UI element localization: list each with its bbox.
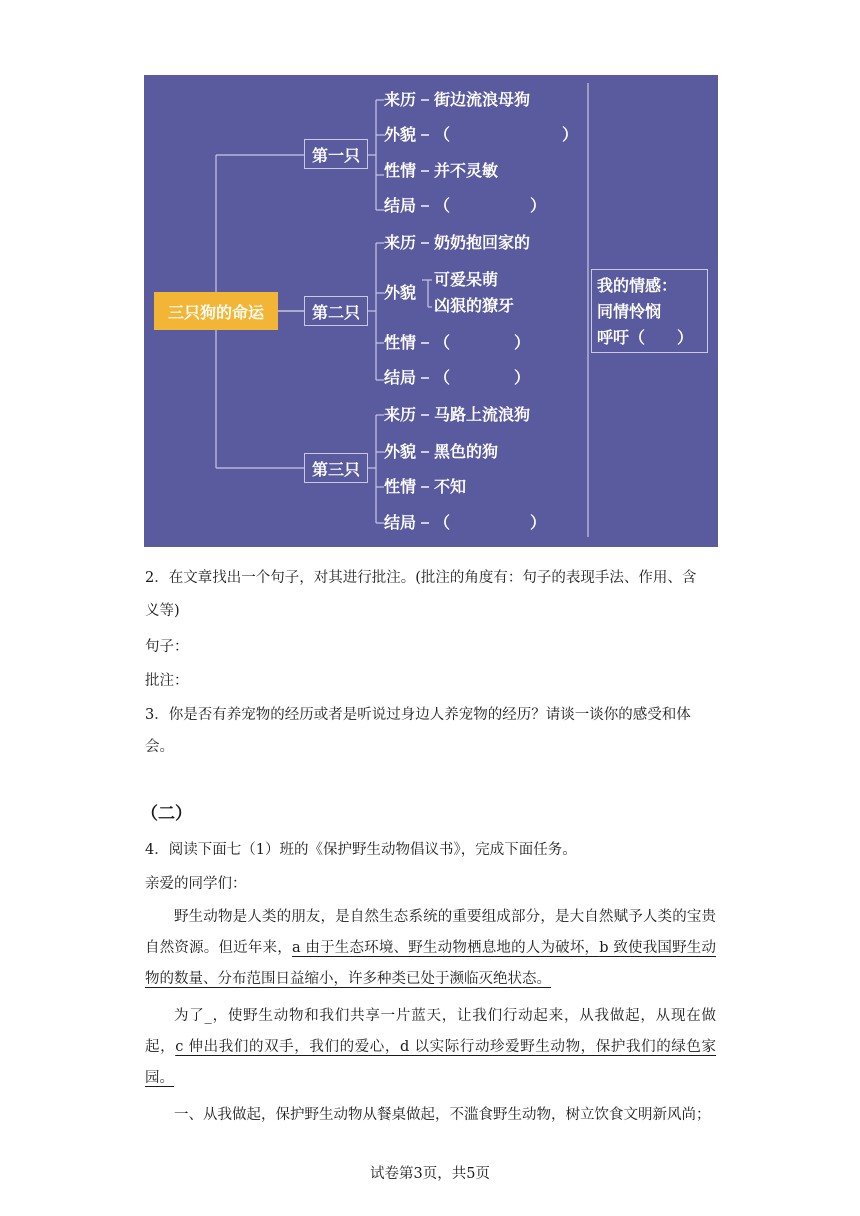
dog1-temper-value: 并不灵敏	[434, 161, 499, 180]
p1-plain: 野生动物是人类的朋友，是自然生态系统的重要组成部分，是大自然赋予人类的宝贵自然资源。但近年来，	[145, 909, 716, 956]
dog3-look-label: 外貌	[384, 442, 417, 461]
dog2-look-value-2: 凶狠的獠牙	[434, 296, 515, 315]
p1-sentence-a: a 由于生态环境、野生动物栖息地的人为破坏，	[291, 940, 600, 956]
feelings-line-2: 呼吁（ ）	[597, 328, 694, 347]
p2-plain: 为了_，使野生动物和我们共享一片蓝天，让我们行动起来，从我做起，从现在做起，	[145, 1008, 716, 1055]
dog2-origin-label: 来历	[384, 233, 417, 252]
paragraph-3: 一、从我做起，保护野生动物从餐桌做起，不滥食野生动物，树立饮食文明新风尚；	[174, 1107, 711, 1123]
feelings-box	[591, 269, 708, 353]
paragraph-1	[145, 902, 716, 995]
dog3-temper-value: 不知	[434, 477, 467, 496]
dog2-look-label: 外貌	[384, 283, 417, 302]
dog3-look-value: 黑色的狗	[434, 442, 499, 461]
feelings-title: 我的情感：	[597, 276, 678, 295]
dog3-ending-label: 结局	[384, 513, 417, 532]
dog1-look-label: 外貌	[384, 125, 417, 144]
dog3-temper-label: 性情	[384, 477, 417, 496]
paragraph-2	[145, 1001, 716, 1094]
page-footer: 试卷第3页，共5页	[370, 1166, 490, 1182]
q2-line-2: 义等)	[145, 603, 180, 619]
dog1-origin-label: 来历	[384, 90, 417, 109]
dog3-origin-label: 来历	[384, 405, 417, 424]
q2-sentence-label: 句子：	[145, 639, 189, 655]
dog1-ending-label: 结局	[384, 196, 417, 215]
p2-sentence-d: d 以实际行动珍爱野生动物，保护我们的绿色家园。	[145, 1039, 717, 1086]
dog2-ending-value: （ ）	[434, 368, 531, 387]
dog2-temper-value: （ ）	[434, 333, 531, 352]
q2-line-1: 2．在文章找出一个句子，对其进行批注。(批注的角度有：句子的表现手法、作用、含	[145, 570, 697, 586]
dog2-look-value-1: 可爱呆萌	[434, 270, 499, 289]
dog-node-2: 第二只	[304, 296, 368, 326]
p2-sentence-c: c 伸出我们的双手，我们的爱心，	[175, 1039, 401, 1055]
dog1-look-value: （ ）	[434, 125, 579, 144]
greeting: 亲爱的同学们：	[145, 876, 247, 892]
q2-note-label: 批注：	[145, 673, 189, 689]
dog1-temper-label: 性情	[384, 161, 417, 180]
p1-sentence-b: b 致使我国野生动物的数量、分布范围日益缩小，许多种类已处于濒临灭绝状态。	[145, 940, 716, 987]
dog3-origin-value: 马路上流浪狗	[434, 405, 531, 424]
dog1-origin-value: 街边流浪母狗	[434, 90, 531, 109]
dog2-ending-label: 结局	[384, 368, 417, 387]
root-node: 三只狗的命运	[154, 292, 278, 330]
dog2-origin-value: 奶奶抱回家的	[434, 233, 531, 252]
q4-line: 4．阅读下面七（1）班的《保护野生动物倡议书》，完成下面任务。	[145, 842, 577, 858]
dog-node-3: 第三只	[304, 453, 368, 483]
q3-line-2: 会。	[145, 739, 174, 755]
dog-node-1: 第一只	[304, 139, 368, 169]
dog1-ending-value: （ ）	[434, 196, 547, 215]
mind-map-diagram	[144, 75, 718, 547]
q3-line-1: 3．你是否有养宠物的经历或者是听说过身边人养宠物的经历？请谈一谈你的感受和体	[145, 707, 691, 723]
dog3-ending-value: （ ）	[434, 513, 547, 532]
feelings-line-1: 同情怜悯	[597, 302, 662, 321]
section-heading: （二）	[141, 804, 192, 824]
dog2-temper-label: 性情	[384, 333, 417, 352]
